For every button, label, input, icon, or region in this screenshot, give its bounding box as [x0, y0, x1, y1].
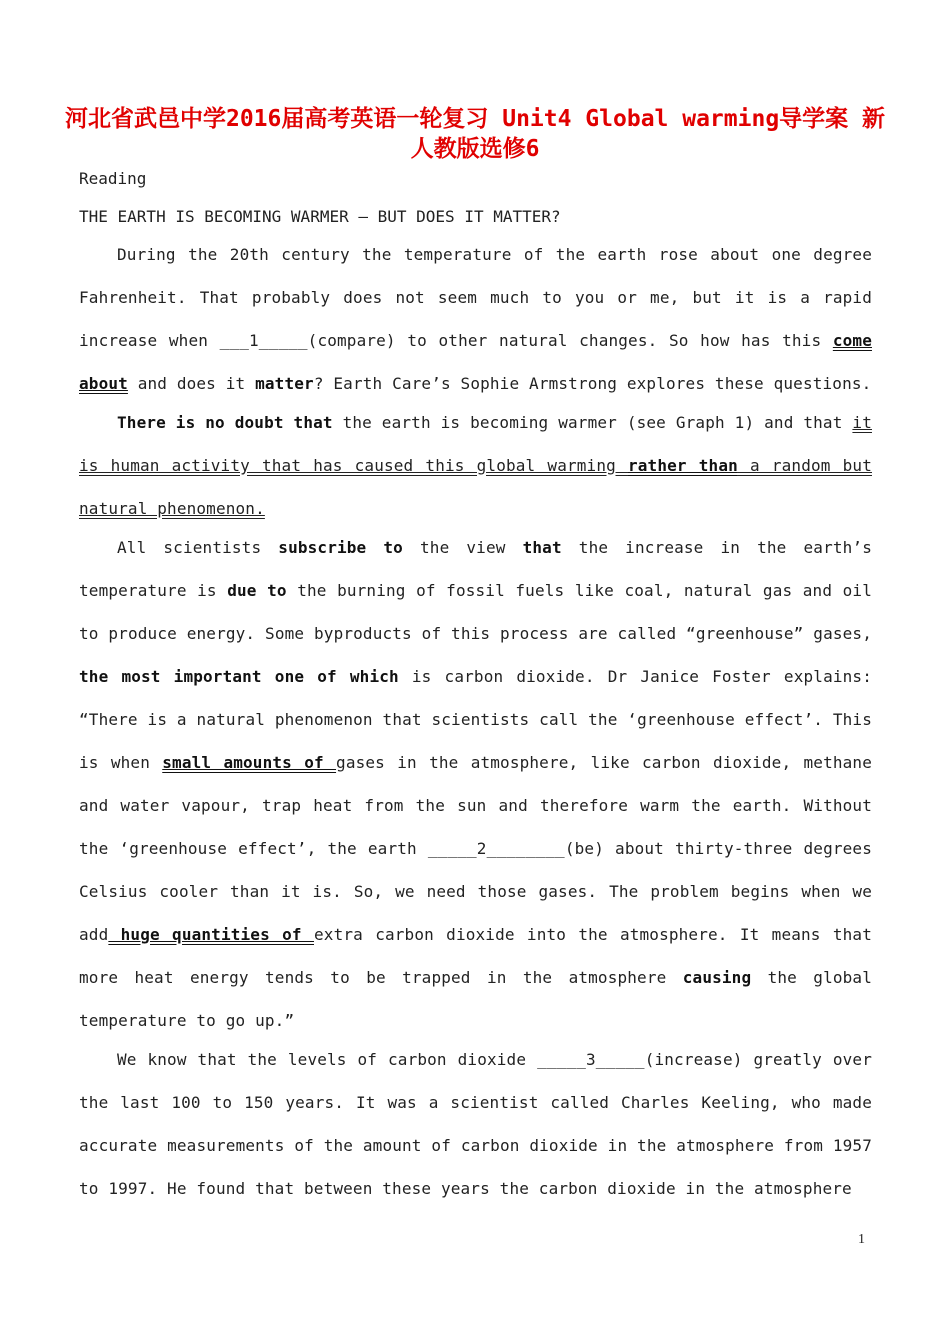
document-title: 河北省武邑中学2016届高考英语一轮复习 Unit4 Global warming导学案 新人教版选修6 — [64, 106, 886, 162]
section-label: Reading — [79, 169, 147, 188]
paragraph-3 — [79, 526, 872, 1042]
phrase-subscribe-to: subscribe to — [278, 538, 403, 557]
page-number: 1 — [858, 1232, 865, 1247]
phrase-small-amounts: small amounts of — [162, 753, 337, 772]
text: (compare) to other natural changes. So how has this — [307, 331, 833, 350]
paragraph-1 — [79, 233, 872, 405]
text: extra carbon dioxide into the atmosphere. It means that more heat energy tends to be trapped in the atmosphere — [79, 925, 873, 987]
text: the view — [402, 538, 523, 557]
phrase-no-doubt: There is no doubt that — [117, 413, 333, 432]
underlined-sentence-part1: it is human activity that has caused this global warming — [79, 413, 872, 475]
phrase-most-important: the most important one of which — [79, 667, 399, 686]
article-heading: THE EARTH IS BECOMING WARMER — BUT DOES IT MATTER? — [79, 207, 561, 226]
phrase-huge-quantities: huge quantities of — [108, 925, 314, 944]
text: the increase in the earth’s temperature is — [79, 538, 872, 600]
document-body — [79, 166, 872, 1210]
text: the global temperature to go up.” — [79, 968, 872, 1030]
blank-1: ___1_____ — [219, 331, 308, 350]
text: and does it — [127, 374, 256, 393]
text: (be) about thirty-three degrees Celsius cooler than it is. So, we need those gases. The problem begins when we add — [79, 839, 872, 944]
blank-3: _____3_____ — [537, 1050, 645, 1069]
phrase-rather-than: rather than — [627, 456, 738, 475]
word-causing: causing — [682, 968, 752, 987]
text: (increase) greatly over the last 100 to 150 years. It was a scientist called Charles Keeling, who made accurate measurements of the amount of carbon dioxide in the atmosphere from 1957 to 1997. He found that between these years the carbon dioxide in the atmosphere — [79, 1050, 872, 1198]
text: gases in the atmosphere, like carbon dioxide, methane and water vapour, trap heat from the sun and therefore warm the earth. Without the ‘greenhouse effect’, the earth — [79, 753, 872, 858]
text: ? Earth Care’s Sophie Armstrong explores these questions. — [313, 374, 872, 393]
text: During the 20th century the temperature of the earth rose about one degree Fahrenheit. That probably does not seem much to you or me, but it is a rapid increase when — [79, 245, 872, 350]
blank-2: _____2________ — [427, 839, 565, 858]
word-that: that — [522, 538, 562, 557]
text: the burning of fossil fuels like coal, natural gas and oil to produce energy. Some byproducts of this process are called “greenhouse” gases, — [79, 581, 872, 643]
text: All scientists — [117, 538, 279, 557]
paragraph-4 — [79, 1038, 872, 1210]
phrase-due-to: due to — [227, 581, 287, 600]
paragraph-2 — [79, 401, 872, 530]
underlined-sentence-part2: a random but natural phenomenon. — [79, 456, 872, 518]
text: is carbon dioxide. Dr Janice Foster explains: “There is a natural phenomenon that scientists call the ‘greenhouse effect’. This is when — [79, 667, 872, 772]
phrase-come-about: come about — [79, 331, 872, 393]
text: We know that the levels of carbon dioxide — [117, 1050, 538, 1069]
word-matter: matter — [255, 374, 314, 393]
text: the earth is becoming warmer (see Graph 1) and that — [332, 413, 853, 432]
